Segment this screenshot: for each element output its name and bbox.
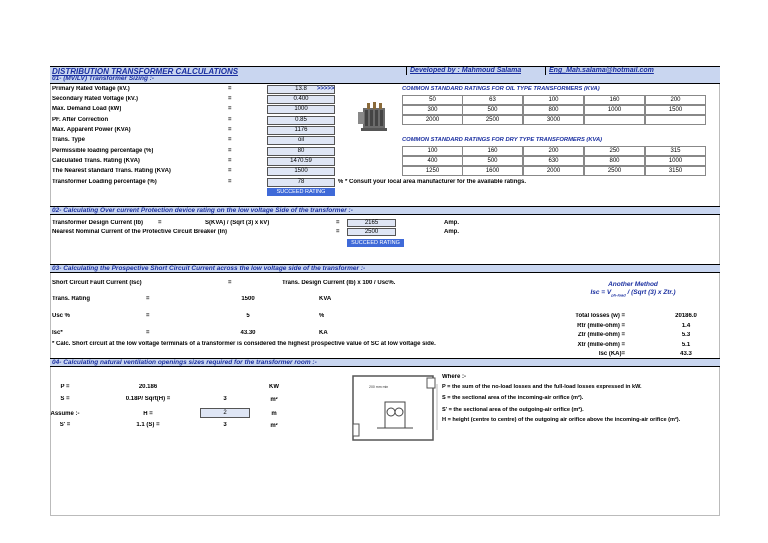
sizing-row-value[interactable]: 13.8 bbox=[267, 85, 335, 94]
trans-rating-unit: KVA bbox=[319, 296, 332, 302]
transformer-image bbox=[353, 100, 393, 132]
vent-p-unit: KW bbox=[269, 384, 279, 390]
sizing-row-eq: = bbox=[228, 106, 232, 112]
sizing-row-value[interactable]: 1000 bbox=[267, 105, 335, 114]
oil-rating-cell: 63 bbox=[462, 95, 523, 105]
usc-label: Usc % bbox=[52, 313, 71, 319]
vent-p-value: 20.186 bbox=[138, 384, 158, 390]
ventilation-note: H = height (centre to centre) of the outgoing air orifice above the incoming-air orifice (m²). bbox=[442, 417, 681, 423]
sizing-row-eq: = bbox=[228, 127, 232, 133]
section-3-title: 03- Calculating the Prospective Short Circuit Current across the low voltage side of the transformer :- bbox=[52, 265, 366, 272]
impedance-value: 43.3 bbox=[680, 351, 692, 357]
dry-rating-cell: 1600 bbox=[462, 166, 523, 176]
dry-rating-cell: 2500 bbox=[584, 166, 645, 176]
dry-rating-cell: 500 bbox=[462, 156, 523, 166]
vent-h-unit: m bbox=[271, 411, 277, 417]
breaker-current-label: Nearest Nominal Current of the Protective Circuit Breaker (In) bbox=[52, 229, 228, 235]
oil-rating-cell: 800 bbox=[523, 105, 584, 115]
ventilation-note: S = the sectional area of the incoming-air orifice (m²). bbox=[442, 395, 584, 401]
dry-rating-cell: 315 bbox=[645, 146, 706, 156]
impedance-label: Rtr (mille-ohm) = bbox=[577, 323, 625, 329]
usc-value: 5 bbox=[246, 313, 250, 319]
breaker-current-eq: = bbox=[336, 229, 340, 235]
oil-rating-cell: 2500 bbox=[462, 115, 523, 125]
section-1-title: 01- (MV/LV) Transformer Sizing :- bbox=[52, 75, 155, 82]
sizing-row-eq: = bbox=[228, 179, 232, 185]
design-current-formula: S(KVA) / (Sqrt (3) x kV) bbox=[205, 220, 270, 226]
oil-ratings-title: COMMON STANDARD RATINGS FOR OIL TYPE TRANSFORMERS (KVA) bbox=[402, 86, 600, 92]
diagram-dim-label: 200 mm min bbox=[369, 385, 389, 389]
isc-star-unit: KA bbox=[319, 330, 328, 336]
spreadsheet bbox=[50, 66, 720, 516]
isc-note: * Calc. Short circuit at the low voltage terminals of a transformer is considered the highest prospective value of SC at low voltage side. bbox=[52, 341, 436, 347]
ventilation-note: P = the sum of the no-load losses and the full-load losses expressed in kW. bbox=[442, 384, 642, 390]
dry-rating-cell: 100 bbox=[402, 146, 463, 156]
sizing-row-value[interactable]: 0.85 bbox=[267, 116, 335, 125]
oil-rating-cell: 200 bbox=[645, 95, 706, 105]
sizing-row-eq: = bbox=[228, 148, 232, 154]
trans-rating-label: Trans. Rating bbox=[52, 296, 91, 302]
usc-unit: % bbox=[319, 313, 325, 319]
design-current-value: 2165 bbox=[347, 219, 396, 227]
oil-rating-cell: 50 bbox=[402, 95, 463, 105]
arrow-indicator: >>>>> bbox=[317, 86, 335, 92]
dry-ratings-title: COMMON STANDARD RATINGS FOR DRY TYPE TRANSFORMERS (KVA) bbox=[402, 137, 603, 143]
dry-rating-cell: 1250 bbox=[402, 166, 463, 176]
sizing-row-eq: = bbox=[228, 158, 232, 164]
isc-star-eq: = bbox=[146, 330, 150, 336]
developer-email[interactable]: Eng_Mah.salama@hotmail.com bbox=[545, 67, 654, 75]
sizing-row-value[interactable]: 78 bbox=[267, 178, 335, 187]
where-label: Where :- bbox=[442, 374, 466, 380]
dry-rating-cell: 400 bbox=[402, 156, 463, 166]
breaker-current-unit: Amp. bbox=[444, 229, 459, 235]
vent-h-input[interactable]: 2 bbox=[200, 408, 250, 418]
section-4-title: 04- Calculating natural ventilation openings sizes required for the transformer room :- bbox=[52, 359, 317, 366]
dry-rating-cell: 200 bbox=[523, 146, 584, 156]
sizing-row-label: Trans. Type bbox=[52, 137, 85, 143]
dry-rating-cell: 250 bbox=[584, 146, 645, 156]
dry-rating-cell: 160 bbox=[462, 146, 523, 156]
vent-s-result: 3 bbox=[223, 396, 227, 402]
vent-assume-label: Assume :- bbox=[50, 411, 80, 417]
impedance-value: 20186.0 bbox=[675, 313, 697, 319]
oil-rating-cell: 500 bbox=[462, 105, 523, 115]
dry-rating-cell: 2000 bbox=[523, 166, 584, 176]
sizing-row-label: Permissible loading percentage (%) bbox=[52, 148, 154, 154]
breaker-succeed-badge: SUCCEED RATING bbox=[347, 239, 404, 247]
sizing-row-label: Primary Rated Voltage (kV.) bbox=[52, 86, 130, 92]
sizing-row-value[interactable]: oil bbox=[267, 136, 335, 145]
usc-eq: = bbox=[146, 313, 150, 319]
oil-rating-cell: 100 bbox=[523, 95, 584, 105]
oil-rating-cell: 3000 bbox=[523, 115, 584, 125]
sizing-row-label: Max. Demand Load (kW) bbox=[52, 106, 122, 112]
sizing-row-label: PF. After Correction bbox=[52, 117, 109, 123]
sizing-row-value[interactable]: 1500 bbox=[267, 167, 335, 176]
sizing-row-label: The Nearest standard Trans. Rating (KVA) bbox=[52, 168, 171, 174]
sizing-row-value[interactable]: 1176 bbox=[267, 126, 335, 135]
vent-s-prime-result: 3 bbox=[223, 422, 227, 428]
dry-rating-cell: 630 bbox=[523, 156, 584, 166]
isc-star-value: 43.30 bbox=[240, 330, 256, 336]
impedance-label: Xtr (mille-ohm) = bbox=[577, 342, 625, 348]
trans-rating-value: 1500 bbox=[241, 296, 255, 302]
sizing-row-label: Max. Apparent Power (KVA) bbox=[52, 127, 131, 133]
vent-s-prime-formula: 1.1 (S) = bbox=[136, 422, 160, 428]
oil-rating-cell: 1500 bbox=[645, 105, 706, 115]
another-method-title: Another Method bbox=[608, 281, 658, 288]
sizing-row-label: Transformer Loading percentage (%) bbox=[52, 179, 157, 185]
design-current-label: Transformer Design Current (Ib) bbox=[52, 220, 144, 226]
sizing-row-value[interactable]: 80 bbox=[267, 147, 335, 156]
sizing-row-label: Secondary Rated Voltage (kV.) bbox=[52, 96, 139, 102]
impedance-label: Isc (KA)= bbox=[598, 351, 625, 357]
oil-rating-cell bbox=[645, 115, 706, 125]
vent-s-unit: m² bbox=[270, 397, 278, 403]
dry-rating-cell: 3150 bbox=[645, 166, 706, 176]
ventilation-note: S' = the sectional area of the outgoing-air orifice (m²). bbox=[442, 407, 584, 413]
impedance-value: 5.3 bbox=[681, 332, 691, 338]
section-2-title: 02- Calculating Over current Protection device rating on the low voltage Side of the transformer :- bbox=[52, 207, 353, 214]
design-current-eq: = bbox=[158, 220, 162, 226]
vent-s-prime-label: S' = bbox=[59, 422, 71, 428]
vent-s-label: S = bbox=[60, 396, 70, 402]
sizing-row-unit: % bbox=[338, 179, 344, 185]
sizing-row-eq: = bbox=[228, 96, 232, 102]
developer-credit: Developed by : Mahmoud Salama bbox=[406, 67, 521, 75]
sizing-row-value[interactable]: 1470.59 bbox=[267, 157, 335, 166]
sizing-succeed-badge: SUCCEED RATING bbox=[267, 188, 335, 196]
vent-p-label: P = bbox=[60, 384, 70, 390]
oil-rating-cell: 300 bbox=[402, 105, 463, 115]
oil-rating-cell: 160 bbox=[584, 95, 645, 105]
impedance-value: 5.1 bbox=[681, 342, 691, 348]
oil-rating-cell bbox=[584, 115, 645, 125]
impedance-value: 1.4 bbox=[681, 323, 691, 329]
dry-rating-cell: 800 bbox=[584, 156, 645, 166]
sheet-title: DISTRIBUTION TRANSFORMER CALCULATIONS bbox=[52, 67, 239, 76]
isc-eq: = bbox=[228, 280, 232, 286]
isc-label: Short Circuit Fault Current (Isc) bbox=[52, 280, 142, 286]
impedance-label: Total losses (w) = bbox=[575, 313, 625, 319]
another-method-formula: Isc = $V_{ph-load}$ / (Sqrt (3) x Ztr.) bbox=[590, 289, 676, 298]
impedance-label: Ztr (mille-ohm) = bbox=[577, 332, 625, 338]
trans-rating-eq: = bbox=[146, 296, 150, 302]
sizing-row-eq: = bbox=[228, 86, 232, 92]
ratings-note: * Consult your local area manufacturer for the available ratings. bbox=[345, 179, 527, 185]
sizing-row-label: Calculated Trans. Rating (KVA) bbox=[52, 158, 140, 164]
vent-s-formula: 0.18P/ Sqrt(H) = bbox=[125, 396, 171, 402]
breaker-current-value: 2500 bbox=[347, 228, 396, 236]
sizing-row-eq: = bbox=[228, 137, 232, 143]
vent-s-prime-unit: m² bbox=[270, 423, 278, 429]
isc-formula: Trans. Design Current (Ib) x 100 / Usc%. bbox=[282, 280, 396, 286]
ventilation-room-diagram bbox=[347, 372, 443, 446]
sizing-row-value[interactable]: 0.400 bbox=[267, 95, 335, 104]
grid-line bbox=[50, 515, 720, 516]
grid-line bbox=[50, 66, 51, 516]
design-current-eq2: = bbox=[336, 220, 340, 226]
sizing-row-eq: = bbox=[228, 168, 232, 174]
vent-h-label: H = bbox=[143, 411, 153, 417]
isc-star-label: Isc* bbox=[52, 330, 63, 336]
oil-rating-cell: 1000 bbox=[584, 105, 645, 115]
oil-rating-cell: 2000 bbox=[402, 115, 463, 125]
dry-rating-cell: 1000 bbox=[645, 156, 706, 166]
design-current-unit: Amp. bbox=[444, 220, 459, 226]
sizing-row-eq: = bbox=[228, 117, 232, 123]
